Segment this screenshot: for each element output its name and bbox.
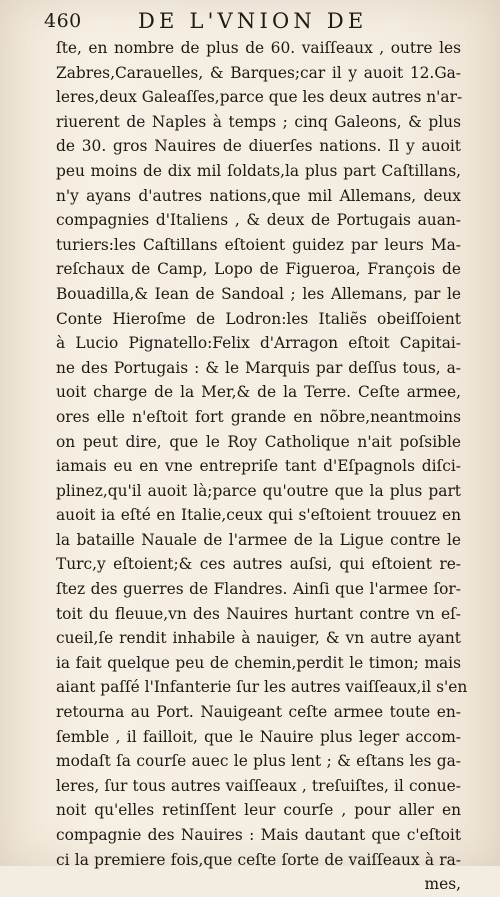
- text-line: on peut dire, que le Roy Catholique n'ait poſsible: [56, 432, 461, 451]
- text-line: auoit ia eſté en Italie,ceux qui s'eſtoient trouuez en: [56, 506, 461, 525]
- text-line: ne des Portugais : & le Marquis par deſſus tous, a-: [56, 358, 461, 377]
- text-line: modaſt ſa courſe auec le plus lent ; & eſtans les ga-: [56, 752, 461, 771]
- text-line: iamais eu en vne entrepriſe tant d'Eſpagnols diſci-: [56, 457, 461, 476]
- text-line: aiant paſſé l'Infanterie ſur les autres vaiſſeaux,il s'en: [56, 678, 468, 697]
- text-line: ia fait quelque peu de chemin,perdit le timon; mais: [56, 653, 461, 672]
- page-number: 460: [44, 10, 82, 32]
- text-line: ſemble , il failloit, que le Nauire plus leger accom-: [56, 727, 461, 746]
- text-line: retourna au Port. Nauigeant ceſte armee toute en-: [56, 703, 461, 722]
- text-line: leres, ſur tous autres vaiſſeaux , treſuiſtes, il conue-: [56, 776, 461, 795]
- text-line: peu moins de dix mil ſoldats,la plus part Caſtillans,: [56, 161, 461, 180]
- text-line: n'y ayans d'autres nations,que mil Allemans, deux: [56, 186, 461, 205]
- text-line: toit du fleuue,vn des Nauires hurtant contre vn eſ-: [56, 604, 461, 623]
- text-line: noit qu'elles retinſſent leur courſe , pour aller en: [56, 801, 461, 820]
- text-line: plinez,qu'il auoit là;parce qu'outre que la plus part: [56, 481, 461, 500]
- body-text: [56, 36, 468, 897]
- text-line: Zabres,Carauelles, & Barques;car il y auoit 12.Ga-: [56, 63, 461, 82]
- text-line: leres,deux Galeaſſes,parce que les deux autres n'ar-: [56, 88, 463, 107]
- running-head: DE L'VNION DE: [138, 9, 368, 33]
- text-line: la bataille Nauale de l'armee de la Ligue contre le: [56, 530, 461, 549]
- text-line: ſte, en nombre de plus de 60. vaiſſeaux , outre les: [56, 39, 461, 57]
- text-line: compagnies d'Italiens , & deux de Portugais auan-: [56, 211, 461, 230]
- page-header: [44, 6, 464, 32]
- text-line: mes,: [424, 875, 461, 894]
- text-line: Conte Hieroſme de Lodron:les Italiẽs obeiſſoient: [56, 309, 461, 328]
- text-line: à Lucio Pignatello:Felix d'Arragon eſtoit Capitai-: [56, 334, 461, 353]
- text-line: compagnie des Nauires : Mais dautant que c'eſtoit: [56, 826, 461, 844]
- text-line: riuerent de Naples à temps ; cinq Galeons, & plus: [56, 112, 461, 131]
- text-line: turiers:les Caſtillans eſtoient guidez par leurs Ma-: [56, 235, 461, 254]
- text-line: cueil,ſe rendit inhabile à nauiger, & vn autre ayant: [56, 629, 461, 648]
- text-line: reſchaux de Camp, Lopo de Figueroa, François de: [56, 260, 461, 279]
- text-line: ci la premiere fois,que ceſte ſorte de vaiſſeaux à ra-: [56, 850, 461, 869]
- text-line: ores elle n'eſtoit fort grande en nõbre,neantmoins: [56, 407, 461, 426]
- text-line: ſtez des guerres de Flandres. Ainſi que l'armee ſor-: [56, 580, 461, 599]
- text-line: Bouadilla,& Iean de Sandoal ; les Allemans, par le: [56, 284, 461, 303]
- text-line: Turc,y eſtoient;& ces autres auſsi, qui eſtoient re-: [56, 555, 461, 574]
- text-line: uoit charge de la Mer,& de la Terre. Ceſte armee,: [56, 383, 461, 402]
- text-line: de 30. gros Nauires de diuerſes nations. Il y auoit: [56, 137, 461, 156]
